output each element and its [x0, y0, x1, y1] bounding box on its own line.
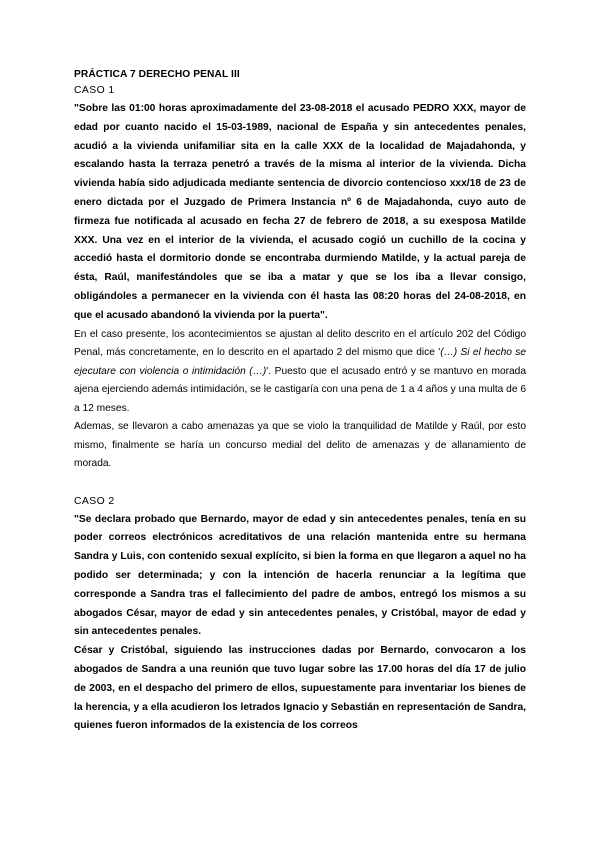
- caso-1-analysis-text-cont: '. Puesto que el acusado entró y se mantuvo en morada ajena ejerciendo además intimidación, se le castigaría con una pena de 1 a 4 años y una multa de 6 a 12 meses.: [74, 365, 527, 414]
- caso-1-analysis-text: En el caso presente, los acontecimientos se ajustan al delito descrito en el artículo 202 del Código Penal, más concretamente, en lo descrito en el apartado 2 del mismo que dice ': [74, 328, 526, 359]
- caso-1-article-citation: (…) Si el hecho se ejecutare con violencia o intimidación (…): [74, 347, 526, 377]
- caso-2-facts-quote-paragraph-1: "Se declara probado que Bernardo, mayor de edad y sin antecedentes penales, tenía en su poder correos electrónicos acreditativos de una relación mantenida entre su hermana Sandra y Luis, con contenido sexual explícito, si bien la forma en que llegaron a aquel no ha podido ser determinada; y con la intención de hacerla renunciar a la legítima que corresponde a Sandra tras el fallecimiento del padre de ambos, entregó los mismos a su abogados César, mayor de edad y sin antecedentes penales, y Cristóbal, mayor de edad y sin antecedentes penales.: [74, 513, 526, 638]
- document-title: PRÁCTICA 7 DERECHO PENAL III: [74, 69, 240, 80]
- caso-2-facts-quote-paragraph-2: César y Cristóbal, siguiendo las instrucciones dadas por Bernardo, convocaron a los abogados de Sandra a una reunión que tuvo lugar sobre las 17.00 horas del día 17 de julio de 2003, en el despacho del primero de ellos, supuestamente para inventariar los bienes de la herencia, y a ella acudieron los letrados Ignacio y Sebastián en representación de Sandra, quienes fueron informados de la existencia de los correos: [74, 645, 526, 732]
- caso-1-facts-quote: "Sobre las 01:00 horas aproximadamente del 23-08-2018 el acusado PEDRO XXX, mayor de edad por cuanto nacido el 15-03-1989, nacional de España y sin antecedentes penales, acudió a la vivienda unifamiliar sita en la calle XXX de la localidad de Majadahonda, y escalando hasta la terraza penetró a través de la misma al interior de la vivienda. Dicha vivienda había sido adjudicada mediante sentencia de divorcio contencioso xxx/18 de 23 de enero dictada por el Juzgado de Primera Instancia nº 6 de Majadahonda, cuyo auto de firmeza fue notificada al acusado en fecha 27 de febrero de 2018, a su exesposa Matilde XXX. Una vez en el interior de la vivienda, el acusado cogió un cuchillo de la cocina y accedió hasta el dormitorio donde se encontraba durmiendo Matilde, y la actual pareja de ésta, Raúl, manifestándoles que se iba a matar y que se los iba a llevar consigo, obligándoles a permanecer en la vivienda con él hasta las 08:20 horas del 24-08-2018, en que el acusado abandonó la vivienda por la puerta".: [74, 103, 526, 321]
- caso-1-heading: CASO 1: [74, 85, 115, 96]
- caso-2-heading: CASO 2: [74, 495, 115, 507]
- caso-1-analysis: [74, 326, 526, 419]
- section-gap: [74, 474, 526, 493]
- caso-1-conclusion: Ademas, se llevaron a cabo amenazas ya que se violo la tranquilidad de Matilde y Raúl, por esto mismo, finalmente se haría un concurso medial del delito de amenazas y de allanamiento de morada.: [74, 421, 526, 470]
